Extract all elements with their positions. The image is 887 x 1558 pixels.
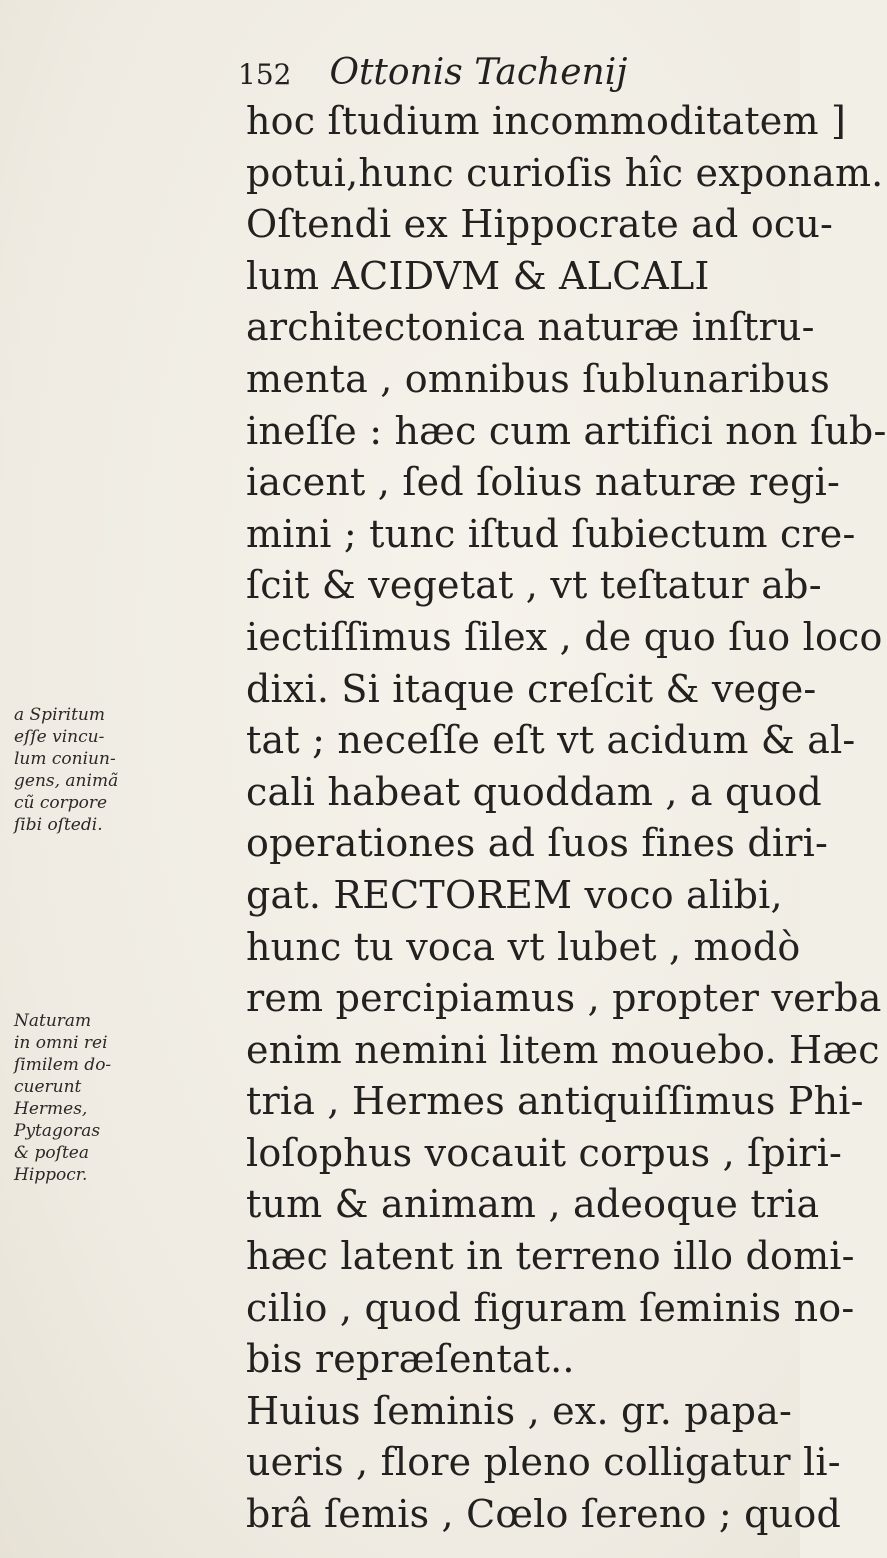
margin-note-line: eſſe vincu- (14, 727, 105, 747)
margin-note-line: ſimilem do- (14, 1055, 112, 1075)
margin-note-line: Pytagoras (14, 1121, 101, 1141)
text-line: mini ; tunc iſtud ſubiectum cre- (246, 511, 856, 556)
text-line: iectiſſimus ſilex , de quo ſuo loco (246, 614, 883, 659)
margin-note-line: lum coniun- (14, 749, 116, 769)
text-line: tum & animam , adeoque tria (246, 1182, 820, 1227)
text-line: tat ; neceſſe eſt vt acidum & al- (246, 718, 856, 763)
margin-note-line: a Spiritum (14, 705, 105, 725)
text-line: hoc ſtudium incommoditatem ] (246, 99, 847, 143)
running-header (238, 52, 627, 93)
text-line: iacent , ſed ſolius naturæ regi- (246, 460, 841, 505)
text-line: brâ ſemis , Cœlo ſereno ; quod (246, 1492, 841, 1537)
margin-note-line: & poſtea (14, 1143, 89, 1163)
page-number: 152 (238, 58, 292, 91)
text-line: bis repræſentat.. (246, 1337, 575, 1382)
margin-note-naturam (14, 1010, 111, 1186)
text-line: enim nemini litem mouebo. Hæc (246, 1027, 880, 1072)
text-line: cali habeat quoddam , a quod (246, 769, 822, 814)
margin-note-line: cũ corpore (14, 793, 108, 813)
margin-note-line: Naturam (14, 1011, 92, 1031)
margin-note-line: gens, animã (14, 771, 119, 791)
text-line: Oſtendi ex Hippocrate ad ocu- (246, 202, 834, 247)
body-text (246, 96, 887, 1541)
text-line: Huius ſeminis , ex. gr. papa- (246, 1388, 793, 1433)
text-line: menta , omnibus ſublunaribus (246, 356, 830, 401)
text-line: ineſſe : hæc cum artifici non ſub- (246, 408, 887, 453)
text-line: hæc latent in terreno illo domi- (246, 1234, 855, 1279)
text-line: lum ACIDVM & ALCALI (246, 253, 710, 298)
margin-note-spiritum (14, 704, 118, 836)
text-line: operationes ad ſuos fines diri- (246, 821, 829, 866)
text-line: cilio , quod figuram ſeminis no- (246, 1285, 855, 1330)
text-line: tria , Hermes antiquiſſimus Phi- (246, 1079, 864, 1124)
text-line: dixi. Si itaque creſcit & vege- (246, 666, 817, 711)
margin-note-line: cuerunt (14, 1077, 82, 1097)
margin-note-line: in omni rei (14, 1033, 108, 1053)
running-title: Ottonis Tachenij (329, 52, 628, 93)
text-line: loſophus vocauit corpus , ſpiri- (246, 1130, 843, 1175)
text-line: ſcit & vegetat , vt teſtatur ab- (246, 563, 822, 608)
text-line: architectonica naturæ inſtru- (246, 305, 815, 350)
margin-note-line: Hippocr. (14, 1165, 88, 1185)
text-line: hunc tu voca vt lubet , modò (246, 924, 801, 969)
margin-note-line: Hermes, (14, 1099, 88, 1119)
text-line: potui,hunc curioſis hîc exponam. (246, 150, 884, 195)
margin-note-line: ſibi oſtedi. (14, 815, 103, 835)
text-line: gat. RECTOREM voco alibi, (246, 872, 783, 917)
text-line: ueris , flore pleno colligatur li- (246, 1440, 841, 1485)
text-line: rem percipiamus , propter verba (246, 976, 882, 1021)
